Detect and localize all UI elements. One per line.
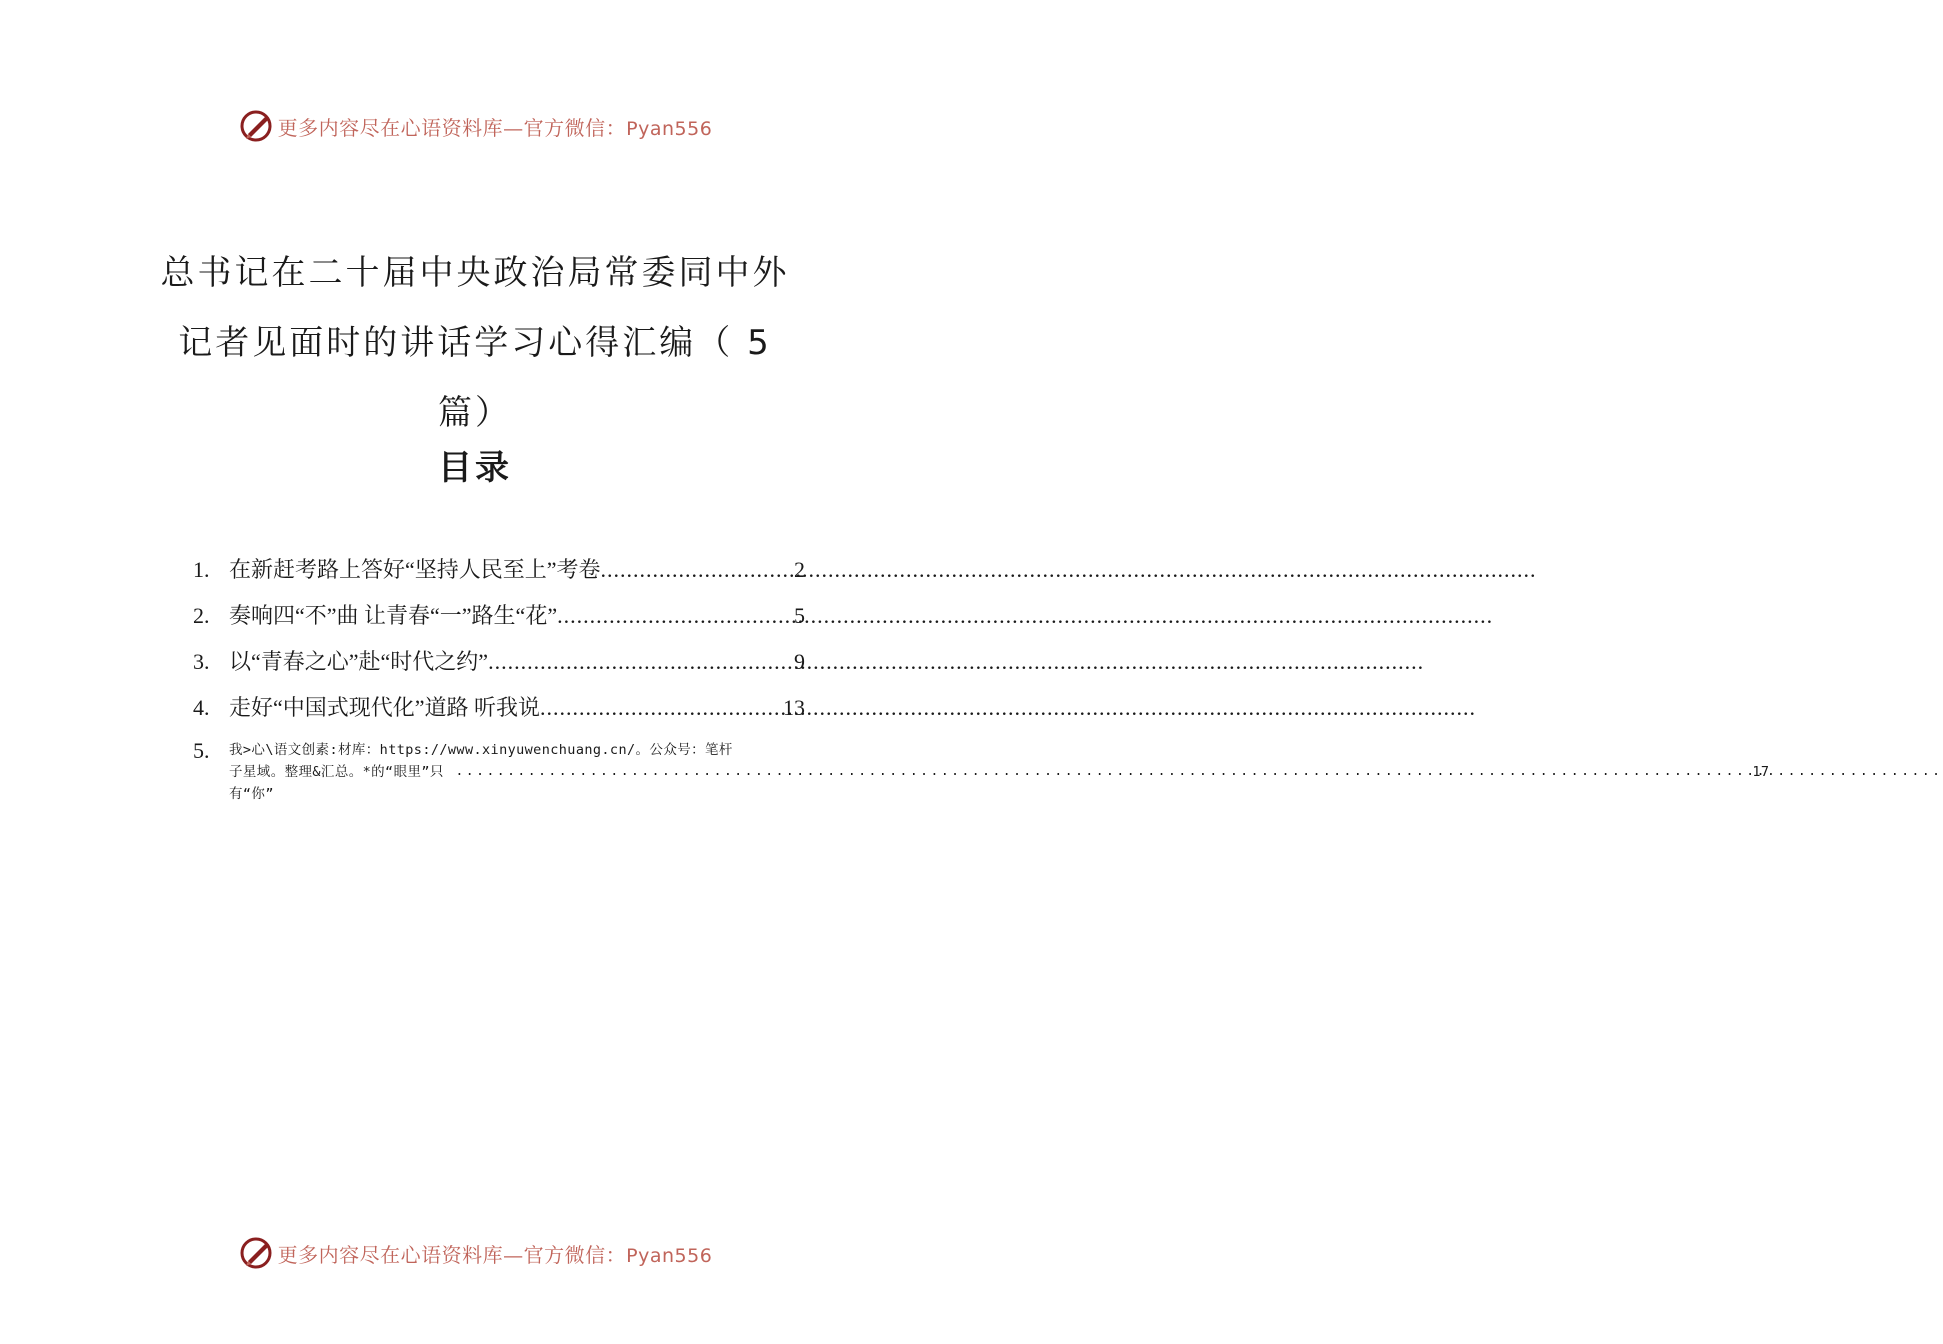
toc-entry[interactable] bbox=[193, 553, 805, 599]
title-line-1: 总书记在二十届中央政治局常委同中外 bbox=[160, 253, 790, 293]
toc-leader bbox=[455, 761, 1752, 805]
title-line-3: 篇） bbox=[438, 393, 512, 433]
toc-leader bbox=[557, 603, 794, 629]
toc-number: 5. bbox=[193, 738, 210, 763]
banner-text: 更多内容尽在心语资料库—官方微信：Pyan556 bbox=[277, 1242, 713, 1267]
toc-leader bbox=[540, 695, 783, 721]
toc-page: 17 bbox=[1752, 764, 1770, 780]
toc-title: 奏响四“不”曲 让青春“一”路生“花” bbox=[229, 603, 558, 628]
toc-number: 3. bbox=[193, 649, 210, 674]
toc-page: 13 bbox=[783, 695, 805, 720]
toc-number: 2. bbox=[193, 603, 210, 628]
toc-title-line-1: 我>心\语文创素:材库：https://www.xinyuwenchuang.cn/。公众号：笔杆 bbox=[229, 742, 733, 758]
banner-text: 更多内容尽在心语资料库—官方微信：Pyan556 bbox=[277, 115, 713, 140]
footer-banner bbox=[0, 1233, 950, 1273]
pen-logo-icon bbox=[238, 1235, 274, 1271]
toc-number: 1. bbox=[193, 557, 210, 582]
toc-entry[interactable] bbox=[193, 599, 805, 645]
toc-page: 5 bbox=[794, 603, 805, 628]
toc-entry[interactable] bbox=[193, 691, 805, 737]
toc-leader bbox=[488, 649, 794, 675]
toc-title-line-2: 子星域。整理&汇总。*的“眼里”只有“你” bbox=[229, 764, 444, 802]
toc-number: 4. bbox=[193, 695, 210, 720]
header-banner bbox=[0, 106, 950, 146]
toc-title: 走好“中国式现代化”道路 听我说 bbox=[229, 695, 541, 720]
toc-leader bbox=[601, 557, 794, 583]
toc-entry[interactable] bbox=[193, 645, 805, 691]
toc-title: 在新赶考路上答好“坚持人民至上”考卷 bbox=[229, 557, 601, 582]
toc-title bbox=[229, 739, 1769, 805]
toc-page: 9 bbox=[794, 649, 805, 674]
pen-logo-icon bbox=[238, 108, 274, 144]
toc-page: 2 bbox=[794, 557, 805, 582]
toc-heading: 目录 bbox=[438, 448, 512, 488]
title-line-2: 记者见面时的讲话学习心得汇编（ 5 bbox=[178, 323, 772, 363]
toc-title: 以“青春之心”赴“时代之约” bbox=[229, 649, 489, 674]
document-title bbox=[130, 238, 820, 448]
toc-entry[interactable] bbox=[193, 738, 1770, 805]
table-of-contents bbox=[193, 553, 1770, 805]
